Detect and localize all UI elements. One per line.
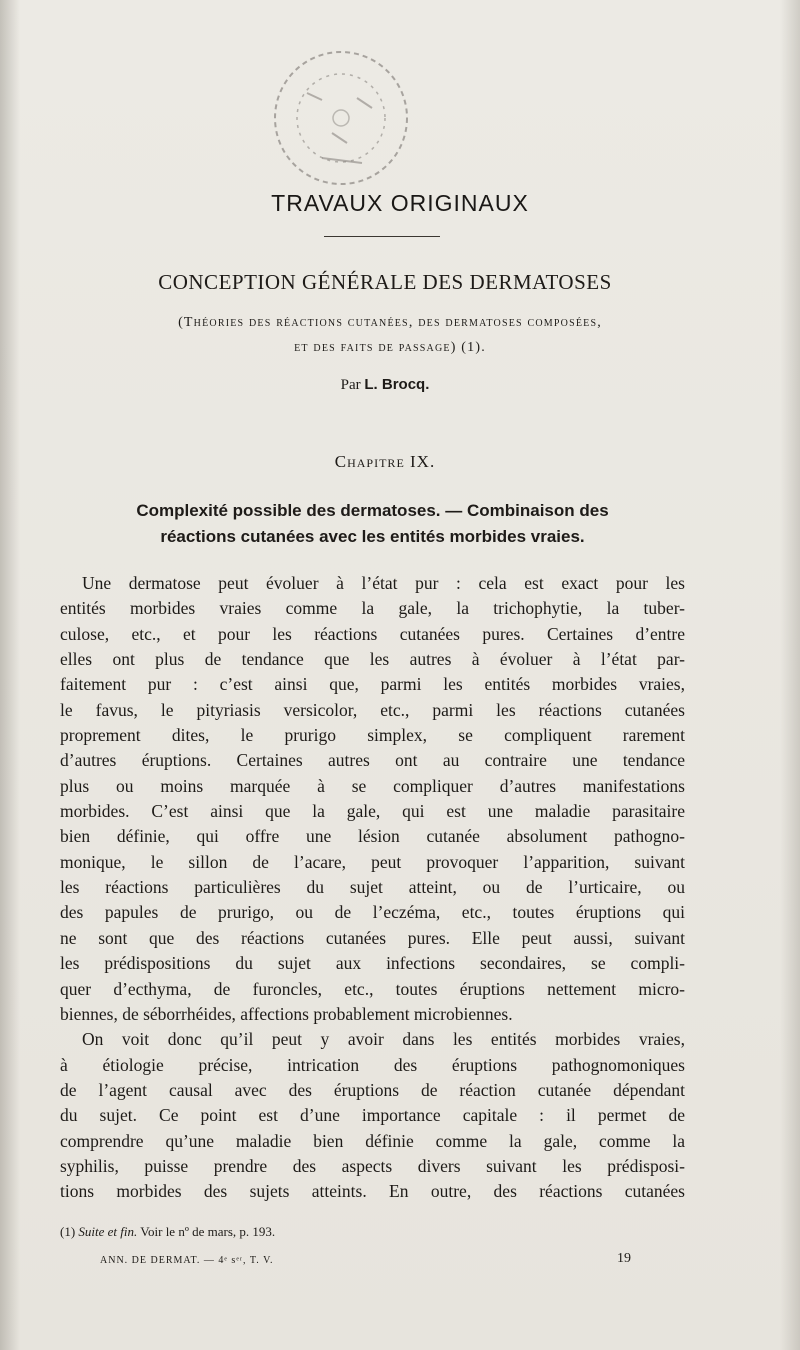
body-line: plus ou moins marquée à se compliquer d’autres manifestations (60, 775, 685, 796)
body-line: du sujet. Ce point est d’une importance capitale : il permet de (60, 1105, 685, 1126)
body-line: culose, etc., et pour les réactions cutanées pures. Certaines d’entre (60, 623, 685, 644)
heading-line-1: Complexité possible des dermatoses. — Combinaison des (136, 501, 609, 520)
section-title: TRAVAUX ORIGINAUX (271, 190, 529, 216)
page-number: 19 (617, 1251, 631, 1266)
body-text (60, 571, 685, 1205)
title-divider (324, 236, 440, 237)
body-line: morbides. C’est ainsi que la gale, qui est une maladie parasitaire (60, 801, 685, 822)
body-line: d’autres éruptions. Certaines autres ont au contraire une tendance (60, 750, 685, 771)
section-heading (60, 498, 685, 550)
footnote-italic: Suite et fin. (78, 1224, 138, 1239)
subtitle-line-1: (Théories des réactions cutanées, des dermatoses composées, (178, 315, 602, 330)
library-stamp-icon (262, 38, 420, 198)
body-line: les prédispositions du sujet aux infections secondaires, se compli- (60, 953, 685, 974)
body-line: de l’agent causal avec des éruptions de réaction cutanée dépendant (60, 1079, 685, 1100)
footnote-marker: (1) (60, 1224, 76, 1239)
body-line: quer d’ecthyma, de furoncles, etc., toutes éruptions nettement micro- (60, 978, 685, 999)
body-line: Une dermatose peut évoluer à l’état pur : cela est exact pour les (82, 573, 685, 593)
article-title: CONCEPTION GÉNÉRALE DES DERMATOSES (158, 270, 612, 294)
footnote-text: Voir le nº de mars, p. 193. (140, 1224, 276, 1239)
footnote (60, 1224, 275, 1240)
body-line: à étiologie précise, intrication des éruptions pathognomoniques (60, 1054, 685, 1075)
subtitle-line-2: et des faits de passage) (1). (294, 340, 486, 355)
body-line: biennes, de séborrhéides, affections probablement microbiennes. (60, 1003, 513, 1024)
body-line: entités morbides vraies comme la gale, la trichophytie, la tuber- (60, 598, 685, 619)
body-line: faitement pur : c’est ainsi que, parmi les entités morbides vraies, (60, 674, 685, 695)
body-line: proprement dites, le prurigo simplex, se compliquent rarement (60, 725, 685, 746)
body-line: syphilis, puisse prendre des aspects divers suivant les prédisposi- (60, 1155, 685, 1176)
body-line: le favus, le pityriasis versicolor, etc., parmi les réactions cutanées (60, 699, 685, 720)
author-line (0, 376, 770, 394)
body-line: bien définie, qui offre une lésion cutanée absolument pathogno- (60, 826, 685, 847)
author-name: L. Brocq. (364, 376, 430, 393)
body-line: monique, le sillon de l’acare, peut provoquer l’apparition, suivant (60, 851, 685, 872)
chapter-title: Chapitre IX. (334, 452, 436, 471)
body-line: ne sont que des réactions cutanées pures. Elle peut aussi, suivant (60, 927, 685, 948)
body-line: comprendre qu’une maladie bien définie comme la gale, comme la (60, 1130, 685, 1151)
journal-reference: ANN. DE DERMAT. — 4ᵉ sᵉʳ, T. V. (100, 1255, 274, 1266)
body-line: tions morbides des sujets atteints. En outre, des réactions cutanées (60, 1181, 685, 1202)
body-line: elles ont plus de tendance que les autres à évoluer à l’état par- (60, 649, 685, 670)
body-line: On voit donc qu’il peut y avoir dans les entités morbides vraies, (82, 1029, 685, 1050)
author-prefix: Par (340, 377, 361, 393)
body-line: des papules de prurigo, ou de l’eczéma, etc., toutes éruptions qui (60, 902, 685, 923)
article-subtitle (40, 310, 740, 360)
heading-line-2: réactions cutanées avec les entités morbides vraies. (160, 527, 585, 546)
body-line: les réactions particulières du sujet atteint, ou de l’urticaire, ou (60, 877, 685, 898)
